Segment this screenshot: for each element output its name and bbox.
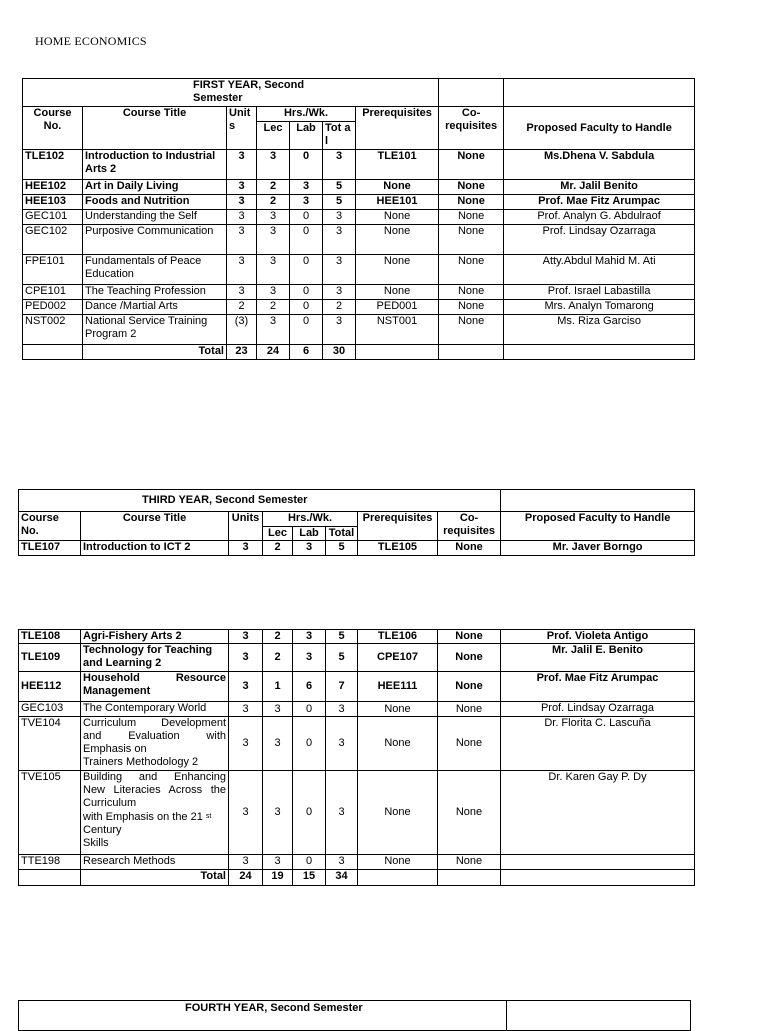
course-title-line: with Emphasis on the 21 $^{st}$ <box>83 811 212 823</box>
course-prerequisite: None <box>356 225 439 255</box>
course-code: HEE103 <box>23 195 83 210</box>
course-corequisite: None <box>438 771 501 855</box>
course-faculty: Prof. Israel Labastilla <box>504 285 695 300</box>
table-row <box>23 285 695 300</box>
course-total-hours: 3 <box>323 255 356 285</box>
superscript: st <box>205 813 212 820</box>
course-title: Dance /Martial Arts <box>83 300 227 315</box>
course-units: 3 <box>229 855 263 870</box>
course-lec: 2 <box>257 195 290 210</box>
course-lec: 2 <box>263 630 293 644</box>
course-lab: 0 <box>290 210 323 225</box>
course-corequisite: None <box>438 541 501 556</box>
course-title-text: Household Resource Management <box>83 672 226 697</box>
course-title: Purposive Communication <box>83 225 227 255</box>
course-prerequisite: NST001 <box>356 315 439 345</box>
course-lec: 3 <box>257 225 290 255</box>
total-units: 23 <box>227 345 257 360</box>
header-lab: Lab <box>293 527 326 541</box>
course-prerequisite: PED001 <box>356 300 439 315</box>
course-prerequisite: None <box>356 180 439 195</box>
course-units: 3 <box>229 630 263 644</box>
course-code: HEE112 <box>19 672 81 702</box>
course-lec: 3 <box>263 771 293 855</box>
course-corequisite: None <box>438 702 501 717</box>
course-total-hours: 5 <box>326 541 358 556</box>
table-row <box>23 210 695 225</box>
course-lab: 3 <box>293 644 326 672</box>
course-total-hours: 3 <box>323 225 356 255</box>
course-lab: 0 <box>293 771 326 855</box>
course-total-hours: 3 <box>326 717 358 771</box>
table-row <box>19 630 695 644</box>
course-prerequisite: CPE107 <box>358 644 438 672</box>
course-code: TLE107 <box>19 541 81 556</box>
course-lab: 0 <box>293 702 326 717</box>
course-corequisite: None <box>438 672 501 702</box>
course-lab: 0 <box>290 255 323 285</box>
total-lab: 15 <box>293 870 326 886</box>
header-prerequisites: Prerequisites <box>358 512 438 541</box>
course-code: NST002 <box>23 315 83 345</box>
course-title-line: Building and Enhancing <box>83 771 226 783</box>
header-units: Unit s <box>227 107 257 150</box>
course-units: 3 <box>227 180 257 195</box>
course-title <box>81 717 229 771</box>
first-year-table <box>22 78 695 360</box>
course-prerequisite: None <box>356 255 439 285</box>
course-code: TLE102 <box>23 150 83 180</box>
course-corequisite: None <box>439 315 504 345</box>
course-code: TTE198 <box>19 855 81 870</box>
course-title: Fundamentals of Peace Education <box>83 255 227 285</box>
header-lec: Lec <box>263 527 293 541</box>
table-row <box>23 195 695 210</box>
course-corequisite: None <box>439 150 504 180</box>
course-lec: 2 <box>263 644 293 672</box>
table-row <box>19 672 695 702</box>
header-hrs-wk: Hrs./Wk. <box>263 512 358 527</box>
table-row <box>23 315 695 345</box>
course-total-hours: 3 <box>323 210 356 225</box>
course-title-line: Emphasis on <box>83 743 147 755</box>
course-title-line: Skills <box>83 837 109 849</box>
total-label: Total <box>81 870 229 886</box>
header-total: Total <box>326 527 358 541</box>
page-heading: HOME ECONOMICS <box>35 34 147 48</box>
course-units: 2 <box>227 300 257 315</box>
course-faculty: Mrs. Analyn Tomarong <box>504 300 695 315</box>
course-units: (3) <box>227 315 257 345</box>
fourth-year-table <box>18 1000 691 1031</box>
semester-title: FOURTH YEAR, Second Semester <box>19 1001 507 1031</box>
course-code: FPE101 <box>23 255 83 285</box>
course-title: Technology for Teaching and Learning 2 <box>81 644 229 672</box>
table-row <box>19 644 695 672</box>
course-lec: 1 <box>263 672 293 702</box>
total-hours: 30 <box>323 345 356 360</box>
total-label: Total <box>83 345 227 360</box>
course-units: 3 <box>227 285 257 300</box>
table-row <box>23 225 695 255</box>
course-total-hours: 5 <box>326 630 358 644</box>
course-lec: 3 <box>257 150 290 180</box>
header-lab: Lab <box>290 122 323 150</box>
course-corequisite: None <box>438 630 501 644</box>
course-prerequisite: TLE105 <box>358 541 438 556</box>
course-total-hours: 3 <box>326 771 358 855</box>
course-title-line: Trainers Methodology 2 <box>83 756 199 768</box>
course-units: 3 <box>229 541 263 556</box>
table-row <box>23 180 695 195</box>
total-units: 24 <box>229 870 263 886</box>
course-lab: 6 <box>293 672 326 702</box>
course-faculty: Mr. Javer Borngo <box>501 541 695 556</box>
header-lec: Lec <box>257 122 290 150</box>
course-faculty <box>501 855 695 870</box>
course-title: Understanding the Self <box>83 210 227 225</box>
course-code: HEE102 <box>23 180 83 195</box>
header-hrs-wk: Hrs./Wk. <box>257 107 356 122</box>
course-title-line: and Evaluation with <box>83 730 226 742</box>
header-units: Units <box>229 512 263 541</box>
course-total-hours: 2 <box>323 300 356 315</box>
course-total-hours: 3 <box>326 855 358 870</box>
course-title: The Teaching Profession <box>83 285 227 300</box>
course-lec: 3 <box>257 315 290 345</box>
course-faculty: Prof. Mae Fitz Arumpac <box>501 672 695 702</box>
course-units: 3 <box>229 672 263 702</box>
table-row <box>19 717 695 771</box>
table-row <box>23 150 695 180</box>
course-code: GEC103 <box>19 702 81 717</box>
course-lec: 2 <box>257 300 290 315</box>
course-prerequisite: TLE106 <box>358 630 438 644</box>
course-code: GEC102 <box>23 225 83 255</box>
course-units: 3 <box>227 225 257 255</box>
course-lec: 3 <box>263 702 293 717</box>
course-title-line: Curriculum <box>83 797 137 809</box>
course-code: TLE109 <box>19 644 81 672</box>
table-row <box>19 541 695 556</box>
semester-title: FIRST YEAR, Second Semester <box>23 79 439 107</box>
table-row <box>19 855 695 870</box>
course-faculty: Prof. Lindsay Ozarraga <box>501 702 695 717</box>
course-faculty: Mr. Jalil Benito <box>504 180 695 195</box>
course-title: The Contemporary World <box>81 702 229 717</box>
course-total-hours: 5 <box>326 644 358 672</box>
course-code: TVE104 <box>19 717 81 771</box>
course-prerequisite: None <box>358 771 438 855</box>
course-faculty: Dr. Florita C. Lascuña <box>501 717 695 771</box>
course-total-hours: 7 <box>326 672 358 702</box>
course-units: 3 <box>229 771 263 855</box>
course-code: CPE101 <box>23 285 83 300</box>
course-lab: 0 <box>293 717 326 771</box>
course-corequisite: None <box>439 210 504 225</box>
course-lec: 3 <box>257 210 290 225</box>
course-units: 3 <box>227 255 257 285</box>
course-units: 3 <box>229 644 263 672</box>
third-year-table <box>18 489 695 556</box>
header-faculty: Proposed Faculty to Handle <box>504 107 695 150</box>
course-prerequisite: HEE101 <box>356 195 439 210</box>
course-title-line: New Literacies Across the <box>83 784 226 796</box>
course-prerequisite: None <box>356 210 439 225</box>
course-code: TVE105 <box>19 771 81 855</box>
course-lec: 3 <box>263 855 293 870</box>
course-prerequisite: TLE101 <box>356 150 439 180</box>
course-corequisite: None <box>438 717 501 771</box>
course-title-line: Curriculum Development <box>83 717 226 729</box>
course-prerequisite: HEE111 <box>358 672 438 702</box>
course-prerequisite: None <box>358 717 438 771</box>
course-lab: 0 <box>293 855 326 870</box>
course-title <box>81 672 229 702</box>
course-title: Research Methods <box>81 855 229 870</box>
course-units: 3 <box>229 717 263 771</box>
course-faculty: Prof. Analyn G. Abdulraof <box>504 210 695 225</box>
continuation-table <box>18 629 695 886</box>
course-prerequisite: None <box>358 855 438 870</box>
course-corequisite: None <box>438 644 501 672</box>
total-lab: 6 <box>290 345 323 360</box>
course-faculty: Dr. Karen Gay P. Dy <box>501 771 695 855</box>
course-corequisite: None <box>439 255 504 285</box>
course-faculty: Ms. Riza Garciso <box>504 315 695 345</box>
course-total-hours: 3 <box>326 702 358 717</box>
course-faculty: Ms.Dhena V. Sabdula <box>504 150 695 180</box>
course-title: Introduction to ICT 2 <box>81 541 229 556</box>
course-title-line: Century <box>83 824 122 836</box>
header-corequisites: Co-requisites <box>438 512 501 541</box>
course-units: 3 <box>227 210 257 225</box>
course-lec: 3 <box>257 285 290 300</box>
total-lec: 19 <box>263 870 293 886</box>
header-course-title: Course Title <box>83 107 227 150</box>
header-faculty: Proposed Faculty to Handle <box>501 512 695 541</box>
header-total: Tot a l <box>323 122 356 150</box>
table-row <box>23 255 695 285</box>
total-hours: 34 <box>326 870 358 886</box>
course-corequisite: None <box>439 180 504 195</box>
course-total-hours: 3 <box>323 150 356 180</box>
course-title: Introduction to Industrial Arts 2 <box>83 150 227 180</box>
course-lec: 3 <box>263 717 293 771</box>
course-code: GEC101 <box>23 210 83 225</box>
course-corequisite: None <box>438 855 501 870</box>
course-units: 3 <box>227 195 257 210</box>
course-lab: 3 <box>293 630 326 644</box>
course-total-hours: 3 <box>323 315 356 345</box>
course-total-hours: 3 <box>323 285 356 300</box>
header-corequisites: Co-requisites <box>439 107 504 150</box>
course-prerequisite: None <box>358 702 438 717</box>
table-row <box>19 771 695 855</box>
course-faculty: Prof. Mae Fitz Arumpac <box>504 195 695 210</box>
semester-title: THIRD YEAR, Second Semester <box>19 490 501 512</box>
header-prerequisites: Prerequisites <box>356 107 439 150</box>
course-lab: 0 <box>290 300 323 315</box>
course-units: 3 <box>229 702 263 717</box>
course-lec: 2 <box>257 180 290 195</box>
course-lec: 2 <box>263 541 293 556</box>
header-course-title: Course Title <box>81 512 229 541</box>
course-corequisite: None <box>439 195 504 210</box>
course-lab: 3 <box>290 180 323 195</box>
course-faculty: Prof. Lindsay Ozarraga <box>504 225 695 255</box>
course-total-hours: 5 <box>323 195 356 210</box>
course-code: PED002 <box>23 300 83 315</box>
course-faculty: Atty.Abdul Mahid M. Ati <box>504 255 695 285</box>
course-lab: 0 <box>290 285 323 300</box>
total-lec: 24 <box>257 345 290 360</box>
course-units: 3 <box>227 150 257 180</box>
course-lab: 3 <box>293 541 326 556</box>
header-course-no: Course No. <box>23 107 83 150</box>
course-total-hours: 5 <box>323 180 356 195</box>
course-lab: 0 <box>290 315 323 345</box>
table-row <box>23 300 695 315</box>
course-lab: 0 <box>290 225 323 255</box>
course-corequisite: None <box>439 225 504 255</box>
course-lab: 3 <box>290 195 323 210</box>
course-corequisite: None <box>439 285 504 300</box>
course-corequisite: None <box>439 300 504 315</box>
course-title: National Service Training Program 2 <box>83 315 227 345</box>
course-code: TLE108 <box>19 630 81 644</box>
course-title <box>81 771 229 855</box>
header-course-no: Course No. <box>19 512 81 541</box>
course-title: Foods and Nutrition <box>83 195 227 210</box>
course-faculty: Mr. Jalil E. Benito <box>501 644 695 672</box>
course-prerequisite: None <box>356 285 439 300</box>
course-lab: 0 <box>290 150 323 180</box>
table-row <box>19 702 695 717</box>
course-title: Agri-Fishery Arts 2 <box>81 630 229 644</box>
course-faculty: Prof. Violeta Antigo <box>501 630 695 644</box>
course-title: Art in Daily Living <box>83 180 227 195</box>
course-lec: 3 <box>257 255 290 285</box>
